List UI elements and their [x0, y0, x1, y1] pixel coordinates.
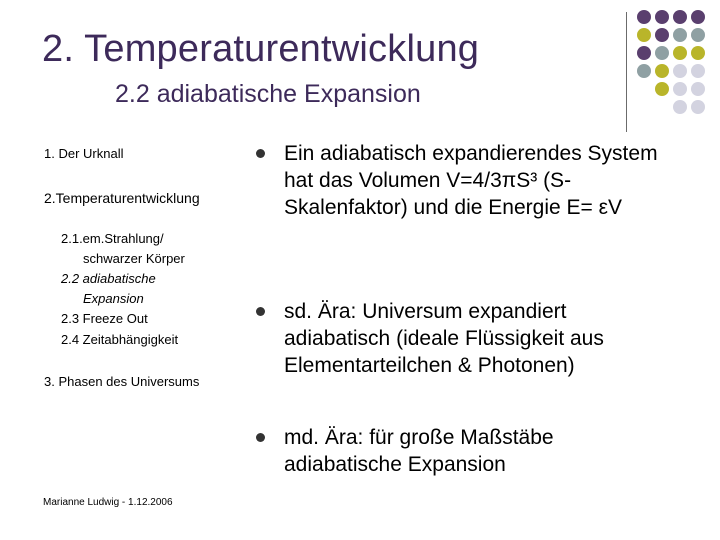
decorative-dot [673, 46, 687, 60]
nav-item-strahlung-line2: schwarzer Körper [83, 251, 185, 266]
footer-author-date: Marianne Ludwig - 1.12.2006 [43, 497, 173, 508]
decorative-dot [637, 82, 651, 96]
nav-item-adiabatische-line1: 2.2 adiabatische [61, 271, 156, 286]
decorative-dot [673, 82, 687, 96]
decorative-dot [637, 46, 651, 60]
decorative-dot [691, 10, 705, 24]
decorative-dot [673, 28, 687, 42]
bullet-dot-icon [256, 307, 265, 316]
slide-subtitle: 2.2 adiabatische Expansion [115, 80, 421, 108]
decorative-divider [626, 12, 627, 132]
decorative-dot [691, 82, 705, 96]
decorative-dot [673, 64, 687, 78]
decorative-dot [655, 46, 669, 60]
decorative-dot [655, 64, 669, 78]
decorative-dot [637, 10, 651, 24]
decorative-dot [691, 46, 705, 60]
bullet-dot-icon [256, 433, 265, 442]
bullet-item [256, 140, 676, 221]
decorative-dot [655, 82, 669, 96]
bullet-dot-icon [256, 149, 265, 158]
nav-item-phasen: 3. Phasen des Universums [44, 374, 200, 389]
bullet-text: md. Ära: für große Maßstäbe adiabatische Expansion [284, 426, 554, 476]
decorative-dot [691, 64, 705, 78]
nav-item-freeze-out: 2.3 Freeze Out [61, 311, 148, 326]
nav-item-temperaturentwicklung: 2.Temperaturentwicklung [44, 190, 200, 206]
nav-item-urknall: 1. Der Urknall [44, 146, 124, 161]
decorative-dot [637, 64, 651, 78]
decorative-dot [673, 100, 687, 114]
slide-title: 2. Temperaturentwicklung [42, 28, 480, 70]
bullet-item [256, 298, 676, 379]
nav-item-strahlung-line1: 2.1.em.Strahlung/ [61, 231, 164, 246]
bullet-item [256, 424, 676, 478]
decorative-dot [637, 100, 651, 114]
decorative-dot [673, 10, 687, 24]
nav-item-strahlung [61, 229, 185, 269]
bullet-text: Ein adiabatisch expandierendes System hat das Volumen V=4/3πS³ (S-Skalenfaktor) und die Energie E= εV [284, 142, 658, 219]
nav-item-adiabatische-expansion [61, 269, 156, 309]
decorative-dot [655, 28, 669, 42]
decorative-dot-grid [637, 10, 705, 114]
decorative-dot [691, 100, 705, 114]
decorative-dot [655, 10, 669, 24]
decorative-dot [637, 28, 651, 42]
nav-item-zeitabhaengigkeit: 2.4 Zeitabhängigkeit [61, 332, 179, 347]
nav-item-adiabatische-line2: Expansion [83, 291, 144, 306]
decorative-dot [691, 28, 705, 42]
bullet-text: sd. Ära: Universum expandiert adiabatisch (ideale Flüssigkeit aus Elementarteilchen & Photonen) [284, 300, 604, 377]
decorative-dot [655, 100, 669, 114]
